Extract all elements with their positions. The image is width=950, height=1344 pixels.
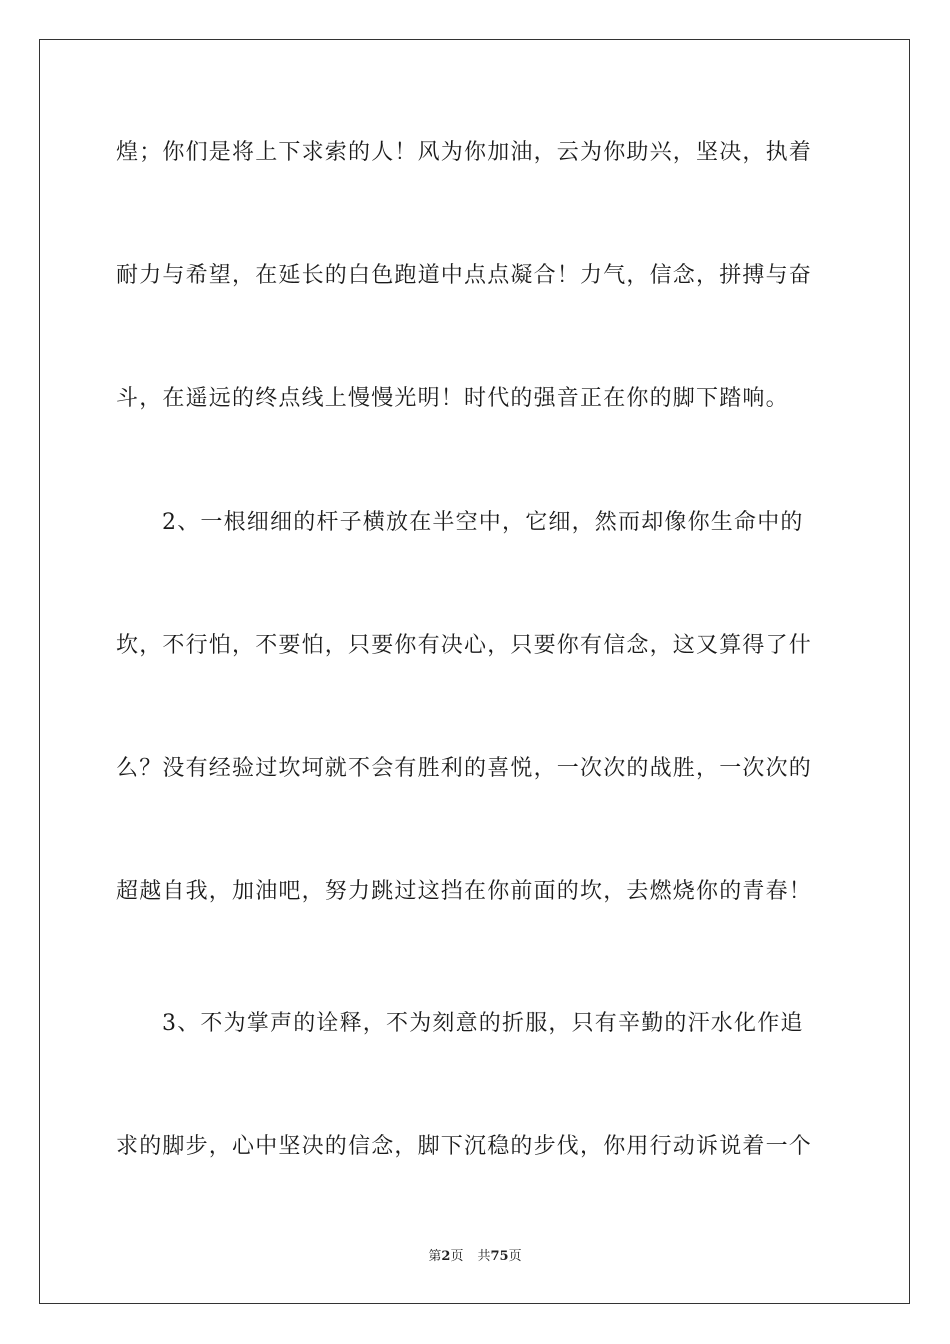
total-suffix: 页: [508, 1249, 522, 1264]
text-line-5: 坎，不行怕，不要怕，只要你有决心，只要你有信念，这又算得了什: [116, 633, 813, 658]
text-line-4: 2、一根细细的杆子横放在半空中，它细，然而却像你生命中的: [162, 510, 804, 535]
text-line-2: 耐力与希望，在延长的白色跑道中点点凝合！力气，信念，拼搏与奋: [116, 263, 813, 288]
page-suffix: 页: [450, 1249, 464, 1264]
page-footer: [0, 1248, 950, 1266]
text-line-8: 3、不为掌声的诠释，不为刻意的折服，只有辛勤的汗水化作追: [162, 1011, 804, 1036]
total-pages: 75: [490, 1249, 509, 1264]
total-prefix: 共: [477, 1249, 491, 1264]
text-line-9: 求的脚步，心中坚决的信念，脚下沉稳的步伐，你用行动诉说着一个: [116, 1134, 813, 1159]
page-border: [39, 39, 910, 1304]
text-line-6: 么？没有经验过坎坷就不会有胜利的喜悦，一次次的战胜，一次次的: [116, 756, 813, 781]
text-line-3: 斗，在遥远的终点线上慢慢光明！时代的强音正在你的脚下踏响。: [116, 386, 789, 411]
page-prefix: 第: [428, 1249, 442, 1264]
page-number: 2: [441, 1249, 451, 1264]
text-line-7: 超越自我，加油吧，努力跳过这挡在你前面的坎，去燃烧你的青春！: [116, 879, 813, 904]
text-line-1: 煌；你们是将上下求索的人！风为你加油，云为你助兴，坚决，执着: [116, 140, 813, 165]
